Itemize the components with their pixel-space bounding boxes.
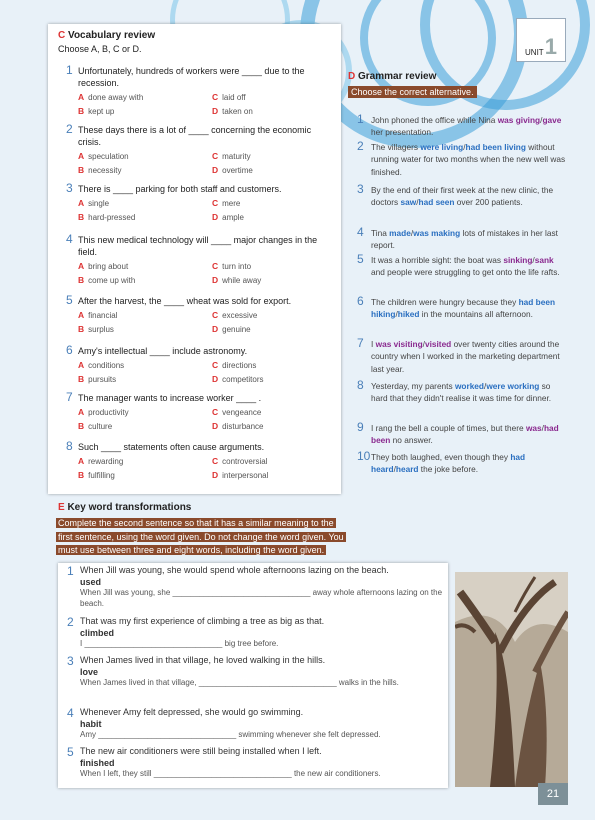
answer-option[interactable]	[212, 165, 253, 175]
option-text: fulfilling	[88, 471, 115, 480]
option-text: overtime	[222, 166, 253, 175]
item-number: 1	[67, 564, 74, 578]
sentence-text: her presentation.	[371, 127, 434, 138]
grammar-review-title	[348, 71, 436, 82]
sentence-text: They both laughed, even though they	[371, 452, 511, 462]
grammar-item	[357, 449, 567, 476]
alternative-choice[interactable]: sinking	[503, 255, 533, 265]
question-number: 2	[66, 122, 73, 136]
option-text: rewarding	[88, 457, 124, 466]
grammar-item	[357, 139, 567, 178]
section-letter: E	[58, 502, 65, 513]
option-letter: B	[78, 470, 85, 480]
option-letter: C	[212, 310, 219, 320]
answer-option[interactable]	[78, 212, 135, 222]
grammar-instruction: Choose the correct alternative.	[348, 86, 477, 98]
question-number: 7	[66, 390, 73, 404]
alternative-choice[interactable]: hiked	[397, 309, 420, 320]
answer-option[interactable]	[212, 198, 240, 208]
option-letter: D	[212, 165, 219, 175]
item-number: 8	[357, 378, 364, 392]
option-letter: B	[78, 165, 85, 175]
vocab-question	[66, 293, 336, 308]
option-letter: A	[78, 360, 85, 370]
question-number: 3	[66, 181, 73, 195]
grammar-item	[357, 182, 567, 209]
sentence-text: /	[422, 339, 425, 349]
sentence-text: in the mountains all afternoon.	[419, 309, 533, 320]
answer-option[interactable]	[78, 165, 122, 175]
option-text: genuine	[222, 325, 251, 334]
option-text: come up with	[88, 276, 136, 285]
option-letter: C	[212, 151, 219, 161]
answer-option[interactable]	[78, 421, 112, 431]
option-text: vengeance	[222, 408, 262, 417]
option-letter: A	[78, 198, 85, 208]
answer-option[interactable]	[212, 421, 264, 431]
option-text: surplus	[88, 325, 114, 334]
page-number: 21	[538, 783, 568, 805]
option-text: culture	[88, 422, 113, 431]
alternative-choice[interactable]: was visiting	[375, 339, 423, 349]
sentence-text: over twenty cities around the country when I worked in the marketing department last year.	[371, 339, 560, 374]
alternative-choice[interactable]: had seen	[418, 197, 455, 208]
answer-option[interactable]	[212, 106, 253, 116]
sentence-text: over 200 patients.	[454, 197, 523, 208]
answer-option[interactable]	[78, 374, 116, 384]
grammar-item	[357, 420, 567, 447]
second-sentence[interactable]: When James lived in that village, _______________________________ walks in the hills.	[80, 678, 399, 687]
sentence-text: /	[540, 115, 543, 125]
sentence-text: /	[463, 142, 466, 152]
answer-option[interactable]	[212, 151, 251, 161]
alternative-choice[interactable]: were living	[420, 142, 464, 152]
alternative-choice[interactable]: had been	[371, 423, 559, 446]
option-letter: C	[212, 198, 219, 208]
option-letter: C	[212, 360, 219, 370]
item-number: 9	[357, 420, 364, 434]
sentence-text: Tina	[371, 228, 390, 238]
item-number: 3	[67, 654, 74, 668]
alternative-choice[interactable]: had been living	[465, 142, 526, 152]
second-sentence[interactable]: When Jill was young, she _______________________________ away whole afternoons lazing on the beach.	[80, 588, 443, 608]
alternative-choice[interactable]: had heard	[371, 452, 526, 475]
option-text: directions	[222, 361, 257, 370]
section-letter: C	[58, 30, 66, 41]
item-number: 6	[357, 294, 364, 308]
sentence-text: lots of mistakes in her last report.	[371, 228, 558, 251]
key-word: love	[80, 667, 99, 677]
answer-option[interactable]	[78, 198, 109, 208]
option-letter: A	[78, 151, 85, 161]
keyword-item	[67, 706, 445, 741]
answer-option[interactable]	[212, 407, 261, 417]
answer-option[interactable]	[212, 275, 261, 285]
item-number: 3	[357, 182, 364, 196]
option-text: competitors	[222, 375, 264, 384]
question-text: Amy's intellectual ____ include astronomy.	[78, 346, 248, 356]
answer-option[interactable]	[78, 470, 115, 480]
alternative-choice[interactable]: heard	[395, 464, 419, 475]
question-number: 8	[66, 439, 73, 453]
option-letter: A	[78, 310, 85, 320]
second-sentence[interactable]: I _______________________________ big tree before.	[80, 639, 279, 648]
option-letter: D	[212, 106, 219, 116]
question-text: There is ____ parking for both staff and customers.	[78, 184, 282, 194]
sentence-text: It was a horrible sight: the boat was	[371, 255, 504, 265]
answer-option[interactable]	[78, 324, 114, 334]
option-text: bring about	[88, 262, 129, 271]
option-letter: C	[212, 92, 219, 102]
item-number: 7	[357, 336, 364, 350]
keyword-item	[67, 564, 445, 609]
sentence-text: John phoned the office while Nina	[371, 115, 498, 125]
answer-option[interactable]	[212, 261, 251, 271]
grammar-item	[357, 294, 567, 321]
option-text: single	[88, 199, 110, 208]
answer-option[interactable]	[212, 92, 246, 102]
answer-option[interactable]	[78, 151, 129, 161]
keyword-item	[67, 745, 445, 780]
option-text: mere	[222, 199, 241, 208]
option-letter: B	[78, 421, 85, 431]
vocabulary-review-panel	[48, 24, 341, 494]
keyword-instruction: Complete the second sentence so that it has a similar meaning to the first sentence, using the word given. Do not change the word given. You must use between three and eight words, including the word given.	[58, 518, 344, 555]
sentence-text: /	[541, 423, 544, 433]
answer-option[interactable]	[78, 261, 128, 271]
option-letter: B	[78, 324, 85, 334]
section-title: Grammar review	[358, 71, 437, 82]
answer-option[interactable]	[78, 275, 135, 285]
answer-option[interactable]	[78, 106, 114, 116]
section-title: Key word transformations	[67, 502, 192, 513]
vocab-question	[66, 439, 336, 454]
item-number: 5	[357, 252, 364, 266]
first-sentence: When Jill was young, she would spend whole afternoons lazing on the beach.	[80, 565, 389, 575]
option-letter: D	[212, 212, 219, 222]
option-letter: B	[78, 374, 85, 384]
first-sentence: Whenever Amy felt depressed, she would go swimming.	[80, 707, 304, 717]
alternative-choice[interactable]: were working	[486, 381, 540, 391]
vocab-question	[66, 390, 336, 405]
grammar-item	[357, 378, 567, 405]
sentence-text: /	[532, 255, 535, 265]
option-text: kept up	[88, 107, 115, 116]
answer-option[interactable]	[212, 212, 244, 222]
key-word: finished	[80, 758, 115, 768]
first-sentence: That was my first experience of climbing a tree as big as that.	[80, 616, 325, 626]
question-text: This new medical technology will ____ major changes in the field.	[78, 235, 318, 257]
option-letter: C	[212, 456, 219, 466]
item-number: 4	[67, 706, 74, 720]
vocab-question	[66, 181, 336, 196]
sentence-text: I	[371, 339, 376, 349]
option-text: speculation	[88, 152, 129, 161]
option-text: disturbance	[222, 422, 264, 431]
option-text: financial	[88, 311, 118, 320]
tree-photo	[455, 572, 568, 787]
sentence-text: By the end of their first week at the new clinic, the doctors	[371, 185, 554, 208]
section-instruction: Choose A, B, C or D.	[58, 44, 142, 54]
item-number: 10	[357, 449, 371, 463]
option-letter: D	[212, 275, 219, 285]
vocab-question	[66, 232, 336, 258]
alternative-choice[interactable]: sank	[534, 255, 554, 265]
option-letter: C	[212, 261, 219, 271]
question-text: Unfortunately, hundreds of workers were ____ due to the recession.	[78, 66, 305, 88]
option-text: conditions	[88, 361, 125, 370]
alternative-choice[interactable]: gave	[542, 115, 562, 125]
second-sentence[interactable]: When I left, they still _______________________________ the new air conditioners.	[80, 769, 381, 778]
option-letter: B	[78, 275, 85, 285]
alternative-choice[interactable]: had been hiking	[371, 297, 556, 320]
sentence-text: no answer.	[390, 435, 433, 446]
alternative-choice[interactable]: was	[525, 423, 542, 433]
option-letter: A	[78, 456, 85, 466]
item-number: 4	[357, 225, 364, 239]
vocab-question	[66, 122, 336, 148]
first-sentence: When James lived in that village, he loved walking in the hills.	[80, 655, 326, 665]
sentence-text: /	[416, 197, 419, 208]
sentence-text: /	[395, 309, 398, 320]
question-text: After the harvest, the ____ wheat was sold for export.	[78, 296, 292, 306]
alternative-choice[interactable]: saw	[400, 197, 417, 208]
unit-badge	[516, 18, 566, 62]
sentence-text: without running water for two months when the new well was finished.	[371, 142, 566, 177]
answer-option[interactable]	[78, 360, 124, 370]
option-text: necessity	[88, 166, 122, 175]
sentence-text: the joke before.	[418, 464, 479, 475]
option-letter: D	[212, 324, 219, 334]
option-text: done away with	[88, 93, 144, 102]
option-text: taken on	[222, 107, 253, 116]
question-number: 5	[66, 293, 73, 307]
answer-option[interactable]	[78, 92, 143, 102]
option-text: pursuits	[88, 375, 117, 384]
option-text: laid off	[222, 93, 246, 102]
section-title: Vocabulary review	[68, 30, 156, 41]
answer-option[interactable]	[212, 360, 256, 370]
keyword-item	[67, 654, 445, 689]
option-text: excessive	[222, 311, 258, 320]
option-text: interpersonal	[222, 471, 269, 480]
option-letter: D	[212, 421, 219, 431]
option-text: while away	[222, 276, 262, 285]
sentence-text: I rang the bell a couple of times, but there	[371, 423, 526, 433]
sentence-text: Yesterday, my parents	[371, 381, 455, 391]
key-word: used	[80, 577, 102, 587]
keyword-title	[58, 502, 191, 513]
sentence-text: /	[410, 228, 414, 238]
grammar-item	[357, 252, 567, 279]
answer-option[interactable]	[212, 324, 251, 334]
question-text: The manager wants to increase worker ____ .	[78, 393, 262, 403]
option-text: hard-pressed	[88, 213, 136, 222]
sentence-text: and people were struggling to get onto the life rafts.	[371, 267, 560, 278]
item-number: 2	[357, 139, 364, 153]
vocab-question	[66, 63, 336, 89]
sentence-text: so hard that they didn't realise it was time for dinner.	[371, 381, 552, 404]
keyword-item	[67, 615, 445, 650]
answer-option[interactable]	[212, 470, 268, 480]
answer-option[interactable]	[212, 456, 268, 466]
question-text: These days there is a lot of ____ concerning the economic crisis.	[78, 125, 312, 147]
option-text: ample	[222, 213, 244, 222]
alternative-choice[interactable]: worked	[454, 381, 484, 391]
second-sentence[interactable]: Amy _______________________________ swimming whenever she felt depressed.	[80, 730, 381, 739]
alternative-choice[interactable]: was giving	[497, 115, 541, 125]
sentence-text: /	[484, 381, 487, 391]
grammar-item	[357, 336, 567, 375]
key-word: habit	[80, 719, 102, 729]
unit-label: UNIT	[525, 48, 544, 57]
grammar-item	[357, 225, 567, 252]
item-number: 1	[357, 112, 364, 126]
option-letter: B	[78, 106, 85, 116]
question-text: Such ____ statements often cause arguments.	[78, 442, 265, 452]
answer-option[interactable]	[78, 407, 129, 417]
question-number: 1	[66, 63, 73, 77]
option-letter: A	[78, 407, 85, 417]
option-letter: D	[212, 374, 219, 384]
sentence-text: The villagers	[371, 142, 421, 152]
sentence-text: /	[393, 464, 396, 475]
item-number: 2	[67, 615, 74, 629]
option-letter: C	[212, 407, 219, 417]
option-text: controversial	[222, 457, 268, 466]
option-letter: A	[78, 261, 85, 271]
section-letter: D	[348, 71, 356, 82]
answer-option[interactable]	[212, 374, 264, 384]
answer-option[interactable]	[78, 456, 123, 466]
alternative-choice[interactable]: made	[389, 228, 411, 238]
grammar-item	[357, 112, 567, 139]
question-number: 4	[66, 232, 73, 246]
item-number: 5	[67, 745, 74, 759]
question-number: 6	[66, 343, 73, 357]
option-letter: A	[78, 92, 85, 102]
option-letter: B	[78, 212, 85, 222]
option-text: maturity	[222, 152, 251, 161]
first-sentence: The new air conditioners were still being installed when I left.	[80, 746, 322, 756]
vocab-question	[66, 343, 336, 358]
alternative-choice[interactable]: visited	[424, 339, 452, 349]
answer-option[interactable]	[78, 310, 118, 320]
key-word: climbed	[80, 628, 115, 638]
option-text: productivity	[88, 408, 129, 417]
sentence-text: The children were hungry because they	[371, 297, 519, 307]
option-text: turn into	[222, 262, 252, 271]
alternative-choice[interactable]: was making	[413, 228, 461, 238]
answer-option[interactable]	[212, 310, 257, 320]
unit-number: 1	[544, 34, 557, 59]
option-letter: D	[212, 470, 219, 480]
